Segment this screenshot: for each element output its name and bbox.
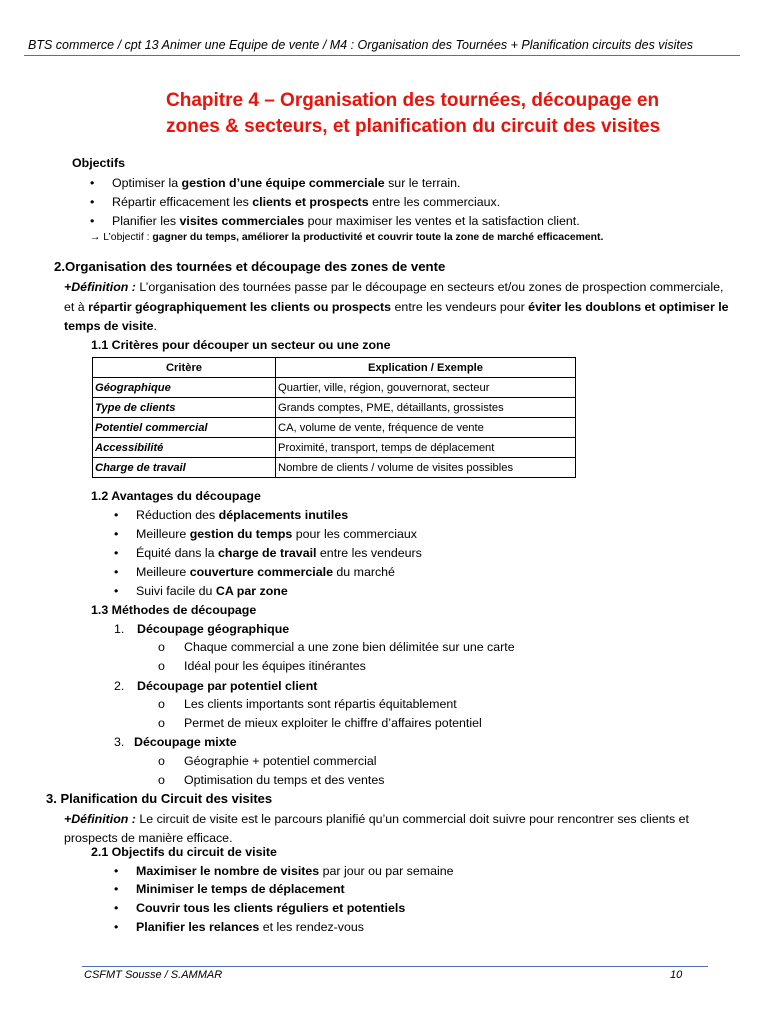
circuit-objective-item: • Couvrir tous les clients réguliers et potentiels	[114, 899, 405, 918]
subsection-1-1-heading: 1.1 Critères pour découper un secteur ou une zone	[91, 338, 391, 352]
table-cell: Potentiel commercial	[93, 418, 276, 438]
arrow-right-icon: →	[90, 232, 104, 243]
footer-rule	[82, 966, 708, 967]
objective-item: • Optimiser la gestion d’une équipe commerciale sur le terrain.	[90, 174, 460, 193]
bullet-icon: •	[114, 565, 119, 579]
running-header: BTS commerce / cpt 13 Animer une Equipe de vente / M4 : Organisation des Tournées + Planification circuits des visites	[28, 38, 694, 52]
table-cell: Accessibilité	[93, 438, 276, 458]
table-row	[93, 418, 576, 438]
table-header-cell: Critère	[93, 358, 276, 378]
circle-bullet-icon: o	[158, 640, 165, 654]
circuit-objective-item: • Maximiser le nombre de visites par jour ou par semaine	[114, 862, 454, 881]
table-cell: Quartier, ville, région, gouvernorat, secteur	[276, 378, 576, 398]
bullet-icon: •	[90, 195, 95, 209]
definition-line-1: +Définition : Le circuit de visite est le parcours planifié qu’un commercial doit suivre pour rencontrer ses clients et	[64, 812, 689, 826]
method-subitem: o Idéal pour les équipes itinérantes	[158, 657, 366, 676]
chapter-title-line-2: zones & secteurs, et planification du circuit des visites	[166, 116, 661, 137]
table-cell: Nombre de clients / volume de visites possibles	[276, 458, 576, 478]
table-header-row	[93, 358, 576, 378]
table-cell: Géographique	[93, 378, 276, 398]
subsection-1-2-heading: 1.2 Avantages du découpage	[91, 489, 261, 503]
method-subitem: o Géographie + potentiel commercial	[158, 752, 377, 771]
bullet-icon: •	[90, 214, 95, 228]
bullet-icon: •	[114, 882, 119, 896]
section-3-heading: 3. Planification du Circuit des visites	[46, 791, 273, 806]
definition-line-3: temps de visite.	[64, 319, 157, 333]
circle-bullet-icon: o	[158, 716, 165, 730]
chapter-title-line-1: Chapitre 4 – Organisation des tournées, découpage en	[166, 90, 660, 111]
method-item: 2. Découpage par potentiel client	[114, 679, 318, 693]
page-number: 10	[670, 969, 683, 981]
bullet-icon: •	[90, 176, 95, 190]
table-row	[93, 398, 576, 418]
method-subitem: o Chaque commercial a une zone bien délimitée sur une carte	[158, 638, 515, 657]
circle-bullet-icon: o	[158, 773, 165, 787]
advantage-item: • Meilleure couverture commerciale du marché	[114, 563, 395, 582]
circuit-objective-item: • Minimiser le temps de déplacement	[114, 880, 345, 899]
table-header-cell: Explication / Exemple	[276, 358, 576, 378]
subsection-1-3-heading: 1.3 Méthodes de découpage	[91, 603, 257, 617]
advantage-item: • Meilleure gestion du temps pour les commerciaux	[114, 525, 417, 544]
definition-line-1: +Définition : L’organisation des tournées passe par le découpage en secteurs et/ou zones de prospection commerciale,	[64, 280, 724, 294]
method-subitem: o Les clients importants sont répartis équitablement	[158, 695, 457, 714]
table-cell: Proximité, transport, temps de déplacement	[276, 438, 576, 458]
advantage-item: • Équité dans la charge de travail entre les vendeurs	[114, 544, 422, 563]
bullet-icon: •	[114, 920, 119, 934]
table-cell: CA, volume de vente, fréquence de vente	[276, 418, 576, 438]
table-cell: Charge de travail	[93, 458, 276, 478]
chapter-title	[166, 88, 660, 140]
circle-bullet-icon: o	[158, 754, 165, 768]
subsection-2-1-heading: 2.1 Objectifs du circuit de visite	[91, 845, 277, 859]
circle-bullet-icon: o	[158, 659, 165, 673]
table-row	[93, 378, 576, 398]
bullet-icon: •	[114, 508, 119, 522]
method-subitem: o Optimisation du temps et des ventes	[158, 771, 384, 790]
objective-item: • Répartir efficacement les clients et prospects entre les commerciaux.	[90, 193, 500, 212]
bullet-icon: •	[114, 901, 119, 915]
advantage-item: • Suivi facile du CA par zone	[114, 582, 288, 601]
bullet-icon: •	[114, 584, 119, 598]
bullet-icon: •	[114, 527, 119, 541]
objectives-heading: Objectifs	[72, 156, 126, 170]
definition-line-2: prospects de manière efficace.	[64, 831, 233, 845]
section-2-heading: 2.Organisation des tournées et découpage des zones de vente	[54, 259, 446, 274]
circuit-objective-item: • Planifier les relances et les rendez-vous	[114, 918, 364, 937]
table-cell: Grands comptes, PME, détaillants, grossistes	[276, 398, 576, 418]
table-row	[93, 458, 576, 478]
criteria-table	[92, 357, 576, 478]
advantage-item: • Réduction des déplacements inutiles	[114, 506, 348, 525]
method-subitem: o Permet de mieux exploiter le chiffre d’affaires potentiel	[158, 714, 482, 733]
footer-author: CSFMT Sousse / S.AMMAR	[84, 969, 223, 981]
objective-summary: → L’objectif : gagner du temps, améliorer la productivité et couvrir toute la zone de marché efficacement.	[90, 232, 604, 243]
objective-item: • Planifier les visites commerciales pour maximiser les ventes et la satisfaction client.	[90, 212, 580, 231]
header-rule	[24, 55, 740, 56]
method-item: 1. Découpage géographique	[114, 622, 290, 636]
definition-line-2: et à répartir géographiquement les clients ou prospects entre les vendeurs pour éviter les doublons et optimiser le	[64, 300, 729, 314]
table-row	[93, 438, 576, 458]
bullet-icon: •	[114, 864, 119, 878]
method-item: 3. Découpage mixte	[114, 735, 237, 749]
table-cell: Type de clients	[93, 398, 276, 418]
bullet-icon: •	[114, 546, 119, 560]
circle-bullet-icon: o	[158, 697, 165, 711]
